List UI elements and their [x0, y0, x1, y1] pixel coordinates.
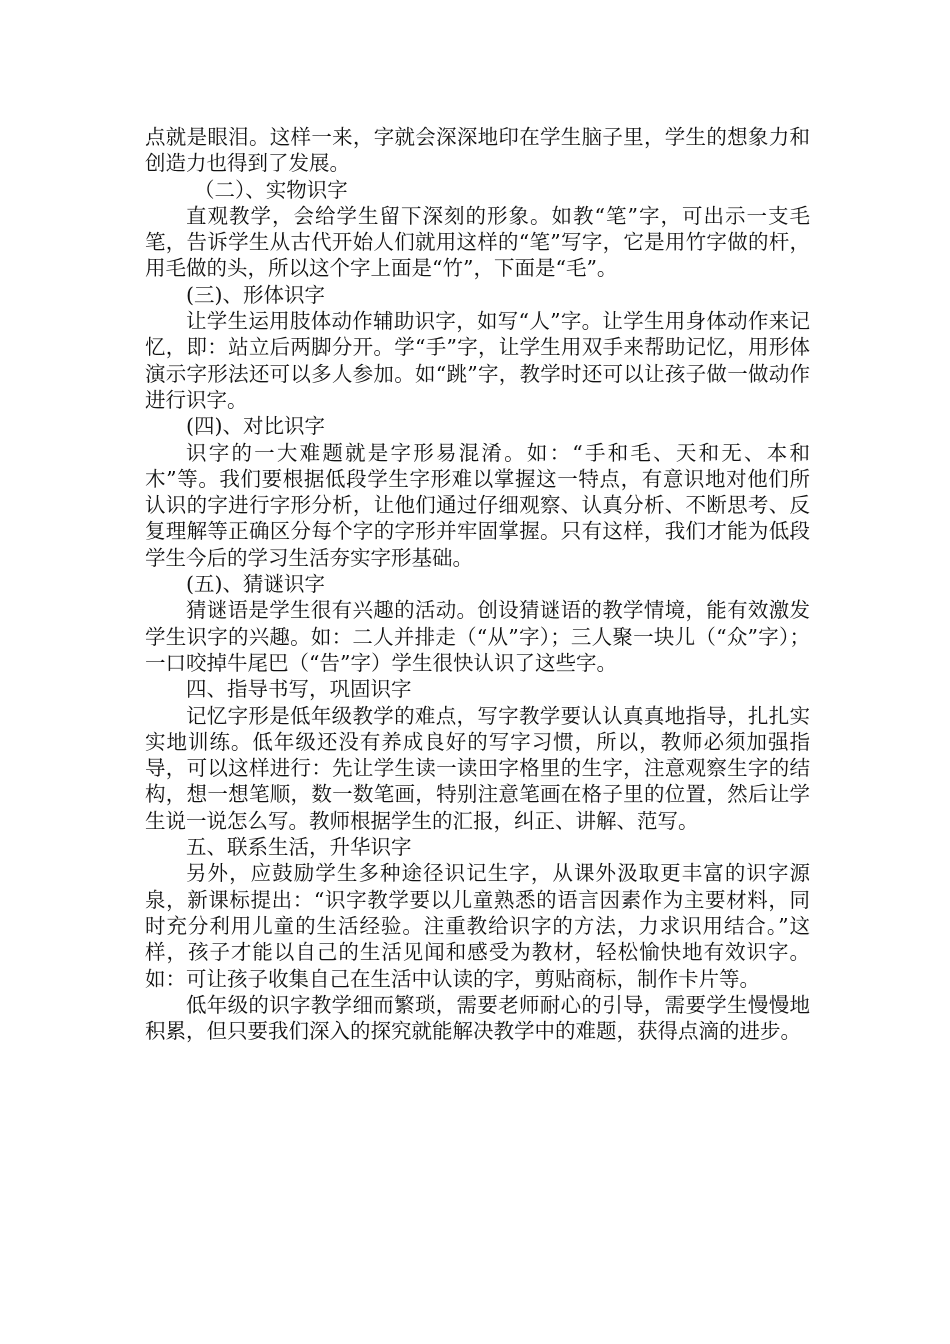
section-heading-comparison: (四)、对比识字 [186, 414, 325, 439]
paragraph-continued: 点就是眼泪。这样一来，字就会深深地印在学生脑子里，学生的想象力和创造力也得到了发展。 [145, 125, 810, 176]
paragraph: 另外，应鼓励学生多种途径识记生字，从课外汲取更丰富的识字源泉，新课标提出：“识字教学要以儿童熟悉的语言因素作为主要材料，同时充分利用儿童的生活经验。注重教给识字的方法，力求识用结合。”这样，孩子才能以自己的生活见闻和感受为教材，轻松愉快地有效识字。如：可让孩子收集自己在生活中认读的字，剪贴商标，制作卡片等。 [145, 861, 810, 991]
paragraph: 直观教学，会给学生留下深刻的形象。如教“笔”字，可出示一支毛笔，告诉学生从古代开始人们就用这样的“笔”写字，它是用竹字做的杆，用毛做的头，所以这个字上面是“竹”，下面是“毛”。 [145, 203, 810, 281]
document-page [145, 124, 810, 1044]
section-heading-body-movement: (三)、形体识字 [186, 282, 325, 307]
paragraph: 识字的一大难题就是字形易混淆。如：“手和毛、天和无、本和木”等。我们要根据低段学生字形难以掌握这一特点，有意识地对他们所认识的字进行字形分析，让他们通过仔细观察、认真分析、不断思考、反复理解等正确区分每个字的字形并牢固掌握。只有这样，我们才能为低段学生今后的学习生活夯实字形基础。 [145, 440, 810, 570]
paragraph: 猜谜语是学生很有兴趣的活动。创设猜谜语的教学情境，能有效激发学生识字的兴趣。如：二人并排走（“从”字）；三人聚一块儿（“众”字）；一口咬掉牛尾巴（“告”字）学生很快认识了这些字。 [145, 598, 810, 675]
paragraph: 记忆字形是低年级教学的难点，写字教学要认认真真地指导，扎扎实实地训练。低年级还没有养成良好的写字习惯，所以，教师必须加强指导，可以这样进行：先让学生读一读田字格里的生字，注意观察生字的结构，想一想笔顺，数一数笔画，特别注意笔画在格子里的位置，然后让学生说一说怎么写。教师根据学生的汇报，纠正、讲解、范写。 [145, 703, 810, 833]
section-heading-writing-guidance: 四、指导书写，巩固识字 [186, 677, 412, 702]
paragraph: 让学生运用肢体动作辅助识字，如写“人”字。让学生用身体动作来记忆，即：站立后两脚分开。学“手”字，让学生用双手来帮助记忆，用形体演示字形法还可以多人参加。如“跳”字，教学时还可以让孩子做一做动作进行识字。 [145, 309, 810, 412]
paragraph-conclusion: 低年级的识字教学细而繁琐，需要老师耐心的引导，需要学生慢慢地积累，但只要我们深入的探究就能解决教学中的难题，获得点滴的进步。 [145, 992, 810, 1044]
section-heading-riddles: (五)、猜谜识字 [186, 572, 325, 597]
section-heading-physical-objects: （二）、实物识字 [194, 177, 348, 202]
section-heading-life-connection: 五、联系生活，升华识字 [186, 835, 412, 860]
